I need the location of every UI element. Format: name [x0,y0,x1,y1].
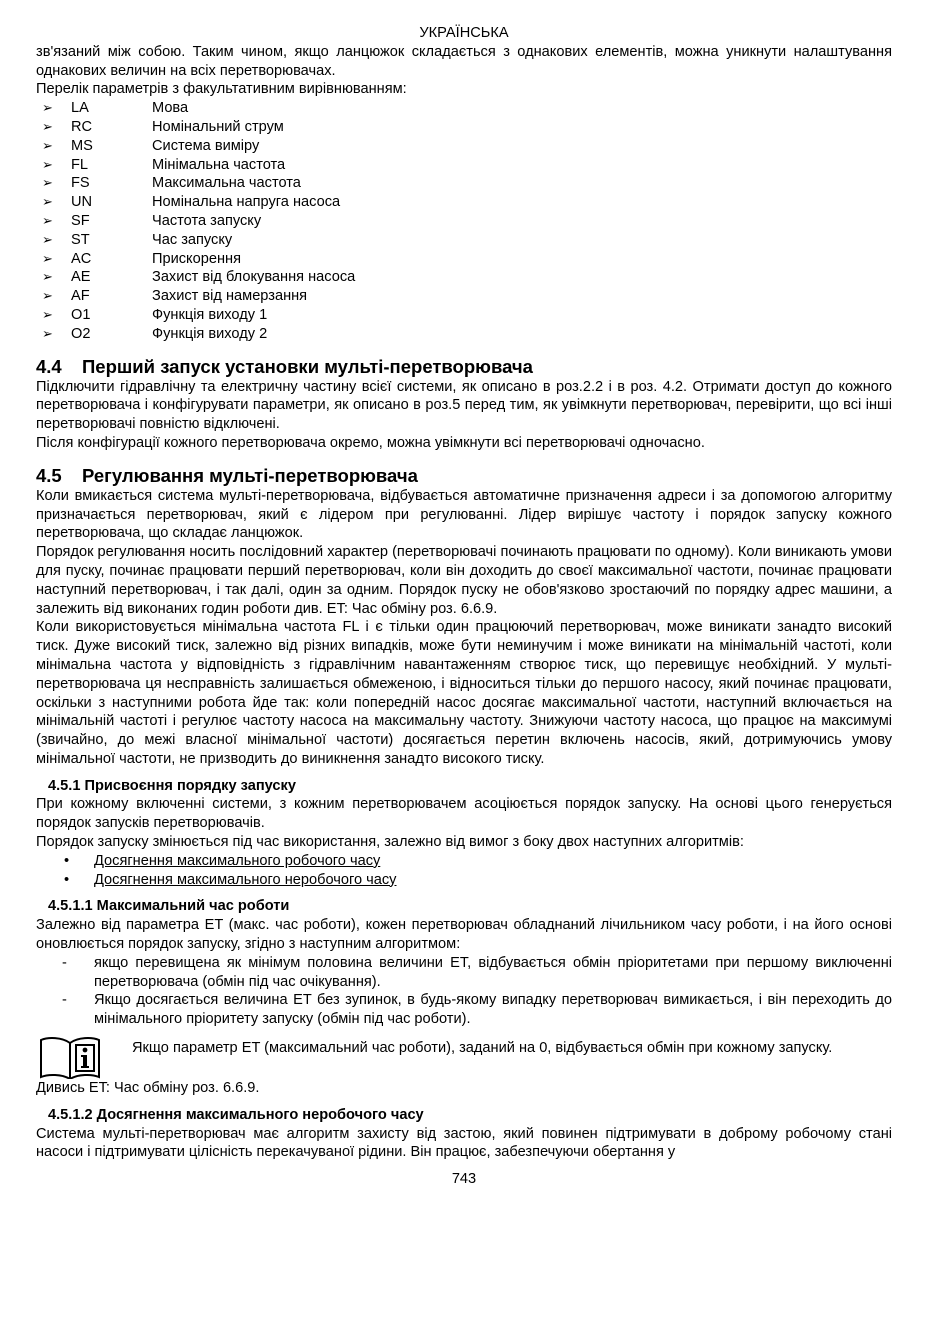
param-name: Функція виходу 2 [152,325,268,342]
param-name: Захист від намерзання [152,288,308,305]
info-note [36,1035,892,1079]
param-name: Система виміру [152,137,260,154]
info-book-icon [38,1035,102,1079]
arrow-bullet-icon: ➢ [42,250,53,266]
param-code: RC [71,118,93,135]
param-code: UN [71,194,93,211]
list-item [36,156,892,175]
param-name: Частота запуску [152,212,262,229]
list-item [36,212,892,231]
document-page [36,24,892,1189]
arrow-bullet-icon: ➢ [42,325,53,341]
dash-bullet: - [62,992,67,1009]
page-number: 743 [451,1171,477,1188]
list-item [36,287,892,306]
list-item [36,852,892,871]
list-item [36,99,892,118]
param-code: O1 [71,306,91,323]
parameter-list [36,99,892,343]
param-code: AE [71,269,91,286]
paragraph: Залежно від параметра ET (макс. час роботи), кожен перетворювач обладнаний лічильником часу роботи, і на його основі оновлюється порядок запуску, згідно з наступним алгоритмом: [36,917,892,953]
param-code: LA [71,100,89,117]
arrow-bullet-icon: ➢ [42,118,53,134]
subsection-heading-4-5-1-1: 4.5.1.1 Максимальний час роботи [48,898,290,915]
param-code: MS [71,137,93,154]
param-name: Захист від блокування насоса [152,269,356,286]
paragraph: Після конфігурації кожного перетворювача окремо, можна увімкнути всі перетворювачі одночасно. [36,434,705,451]
param-name: Час запуску [152,231,233,248]
list-item [36,991,892,1029]
language-header: УКРАЇНСЬКА [419,25,509,41]
paragraph: Система мульті-перетворювач має алгоритм захисту від застою, який повинен підтримувати в доброму робочому стані насоси і підтримувати цілісність перекачуваної рідини. Він працює, забезпечуючи обертання у [36,1125,892,1161]
bullet-icon: • [64,871,70,888]
param-name: Мова [152,100,189,117]
paragraph: Коли використовується мінімальна частота FL і є тільки один працюючий перетворювач, може виникати занадто високий тиск. Дуже високий тиск, залежно від різних випадків, може бути неминучим і може виникати на мінімальній частоті, коли мінімальна частота у відповідність з гідравлічним навантаженням створює тиск, що перевищує необхідний. У мульті-перетворювача ця несправність залишається обмеженою, і відноситься тільки до першого насосу, який починає працювати, оскільки з наступними робота йде так: коли попередній насос досягає максимальної частоти, наступний включається на мінімальній частоті і регулює частоту насоса на максимальну частоту. Знижуючи частоту насоса, що працює на максимумі (звичайно, до межі власної мінімальної частоти) досягається перетин включень насосів, який, дотримуючись умову мінімальної частоти, не призводить до виникнення занадто високого тиску. [36,619,892,767]
param-code: AF [71,288,90,305]
paragraph: Дивись ET: Час обміну роз. 6.6.9. [36,1080,260,1097]
arrow-bullet-icon: ➢ [42,175,53,191]
list-text: якщо перевищена як мінімум половина величини ET, відбувається обмін пріоритетами при першому виключенні перетворювача (обмін під час очікування). [94,954,892,990]
param-code: ST [71,231,90,248]
param-code: AC [71,250,92,267]
paragraph: Підключити гідравлічну та електричну частину всієї системи, як описано в роз.2.2 і в роз. 4.2. Отримати доступ до кожного перетворювача і конфігурувати параметри, як описано в роз.5 перед тим, як увімкнути перетворювач, перевірити, що всі інші перетворювачі повністю відключені. [36,378,892,433]
list-intro: Перелік параметрів з факультативним вирівнюванням: [36,81,407,98]
section-number: 4.4 [36,355,62,377]
dash-bullet: - [62,954,67,971]
paragraph: При кожному включенні системи, з кожним перетворювачем асоціюється порядок запуску. На основі цього генерується порядок запусків перетворювачів. [36,796,892,832]
section-number: 4.5 [36,464,62,486]
subsection-heading-4-5-1: 4.5.1 Присвоєння порядку запуску [48,777,296,794]
param-name: Прискорення [152,250,241,267]
param-name: Максимальна частота [152,175,301,192]
section-heading-4-5 [36,465,892,487]
bullet-list [36,852,892,890]
list-item [36,250,892,269]
bullet-icon: • [64,852,70,869]
intro-paragraph: зв'язаний між собою. Таким чином, якщо ланцюжок складається з однакових елементів, можна уникнути налаштування однакових величин на всіх перетворювачах. [36,43,892,79]
list-item [36,268,892,287]
arrow-bullet-icon: ➢ [42,194,53,210]
param-code: FS [71,175,90,192]
arrow-bullet-icon: ➢ [42,288,53,304]
arrow-bullet-icon: ➢ [42,156,53,172]
paragraph: Порядок регулювання носить послідовний характер (перетворювачі починають працювати по одному). Коли виникають умови для пуску, починає працювати перший перетворювач, коли він доходить до своєї максимальної частоти, починає працювати наступний перетворювач, і так далі, один за одним. Порядок пуску не обов'язково зростаючий по порядку адрес машини, а залежить від виконаних годин роботи див. ET: Час обміну роз. 6.6.9. [36,544,892,617]
list-item [36,137,892,156]
param-code: O2 [71,325,91,342]
param-name: Функція виходу 1 [152,306,268,323]
arrow-bullet-icon: ➢ [42,231,53,247]
section-title: Перший запуск установки мульті-перетворювача [82,355,533,377]
dash-list [36,954,892,1029]
list-item [36,174,892,193]
arrow-bullet-icon: ➢ [42,212,53,228]
param-name: Номінальна напруга насоса [152,194,341,211]
paragraph: Коли вмикається система мульті-перетворювача, відбувається автоматичне призначення адреси і за допомогою алгоритму призначається перетворювач, який є лідером при регулюванні. Лідер вирішує частоту і порядок запуску кожного перетворювача, що складає ланцюжок. [36,487,892,542]
list-text: Якщо досягається величина ET без зупинок, в будь-якому випадку перетворювач вимикається, і він переходить до мінімального пріоритету запуску (обмін під час роботи). [94,992,892,1028]
arrow-bullet-icon: ➢ [42,269,53,285]
list-item [36,306,892,325]
section-heading-4-4 [36,356,892,378]
arrow-bullet-icon: ➢ [42,137,53,153]
list-item [36,871,892,890]
arrow-bullet-icon: ➢ [42,100,53,116]
bullet-link[interactable]: Досягнення максимального робочого часу [94,852,381,869]
arrow-bullet-icon: ➢ [42,306,53,322]
param-code: FL [71,156,89,173]
paragraph: Порядок запуску змінюється під час використання, залежно від вимог з боку двох наступних алгоритмів: [36,834,744,851]
bullet-link[interactable]: Досягнення максимального неробочого часу [94,871,397,888]
list-item [36,325,892,344]
list-item [36,193,892,212]
note-text: Якщо параметр ET (максимальний час роботи), заданий на 0, відбувається обмін при кожному запуску. [132,1040,833,1057]
list-item [36,231,892,250]
subsection-heading-4-5-1-2: 4.5.1.2 Досягнення максимального неробочого часу [48,1106,424,1123]
param-name: Номінальний струм [152,118,284,135]
param-name: Мінімальна частота [152,156,286,173]
list-item [36,118,892,137]
section-title: Регулювання мульті-перетворювача [82,464,418,486]
list-item [36,954,892,992]
param-code: SF [71,212,90,229]
